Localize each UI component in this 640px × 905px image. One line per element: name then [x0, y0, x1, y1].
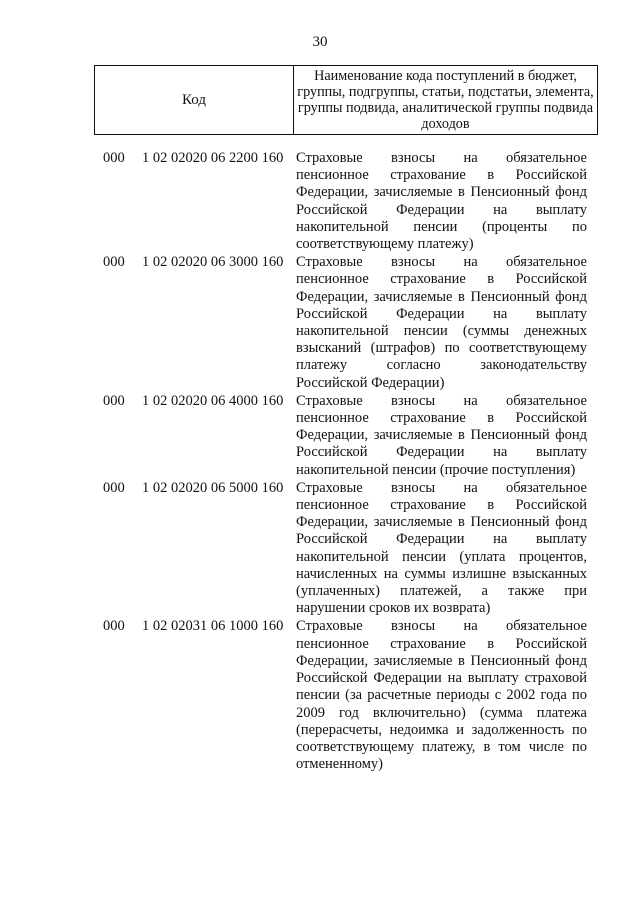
- row-admin-code: 000: [103, 392, 125, 409]
- table-row: [0, 150, 640, 253]
- header-name-label: Наименование кода поступлений в бюджет, группы, подгруппы, статьи, подстатьи, элемента, группы подвида, аналитической группы подвида доходов: [297, 68, 594, 132]
- header-code-label: Код: [95, 66, 294, 134]
- row-revenue-code: 1 02 02020 06 4000 160: [142, 392, 284, 409]
- row-admin-code: 000: [103, 150, 125, 166]
- table-row: [0, 618, 640, 773]
- page-number: 30: [312, 34, 328, 50]
- row-revenue-code: 1 02 02020 06 2200 160: [142, 150, 284, 166]
- row-admin-code: 000: [103, 618, 125, 635]
- row-revenue-code: 1 02 02020 06 5000 160: [142, 479, 284, 496]
- table-row: [0, 393, 640, 479]
- code-table-body: [0, 150, 640, 773]
- table-row: [0, 254, 640, 392]
- row-admin-code: 000: [103, 479, 125, 496]
- row-revenue-code: 1 02 02020 06 3000 160: [142, 254, 284, 271]
- row-description: Страховые взносы на обязательное пенсионное страхование в Российской Федерации, зачисляемые в Пенсионный фонд Российской Федерации на выплату накопительной пенсии (суммы денежных взысканий (штрафов) по соответствующему платежу согласно законодательству Российской Федерации): [296, 254, 587, 391]
- row-description: Страховые взносы на обязательное пенсионное страхование в Российской Федерации, зачисляемые в Пенсионный фонд Российской Федерации на выплату страховой пенсии (за расчетные периоды с 2002 года по 2009 год включительно) (сумма платежа (перерасчеты, недоимка и задолженность по соответствующему платежу, в том числе по отмененному): [296, 618, 587, 773]
- table-header: [94, 65, 598, 135]
- row-revenue-code: 1 02 02031 06 1000 160: [142, 618, 284, 635]
- row-description: Страховые взносы на обязательное пенсионное страхование в Российской Федерации, зачисляемые в Пенсионный фонд Российской Федерации на выплату накопительной пенсии (прочие поступления): [296, 392, 587, 478]
- row-admin-code: 000: [103, 254, 125, 271]
- row-description: Страховые взносы на обязательное пенсионное страхование в Российской Федерации, зачисляемые в Пенсионный фонд Российской Федерации на выплату накопительной пенсии (проценты по соответствующему платежу): [296, 150, 587, 253]
- row-description: Страховые взносы на обязательное пенсионное страхование в Российской Федерации, зачисляемые в Пенсионный фонд Российской Федерации на выплату накопительной пенсии (уплата процентов, начисленных на суммы излишне взысканных (уплаченных) платежей, а также при нарушении сроков их возврата): [296, 479, 587, 617]
- table-row: [0, 480, 640, 618]
